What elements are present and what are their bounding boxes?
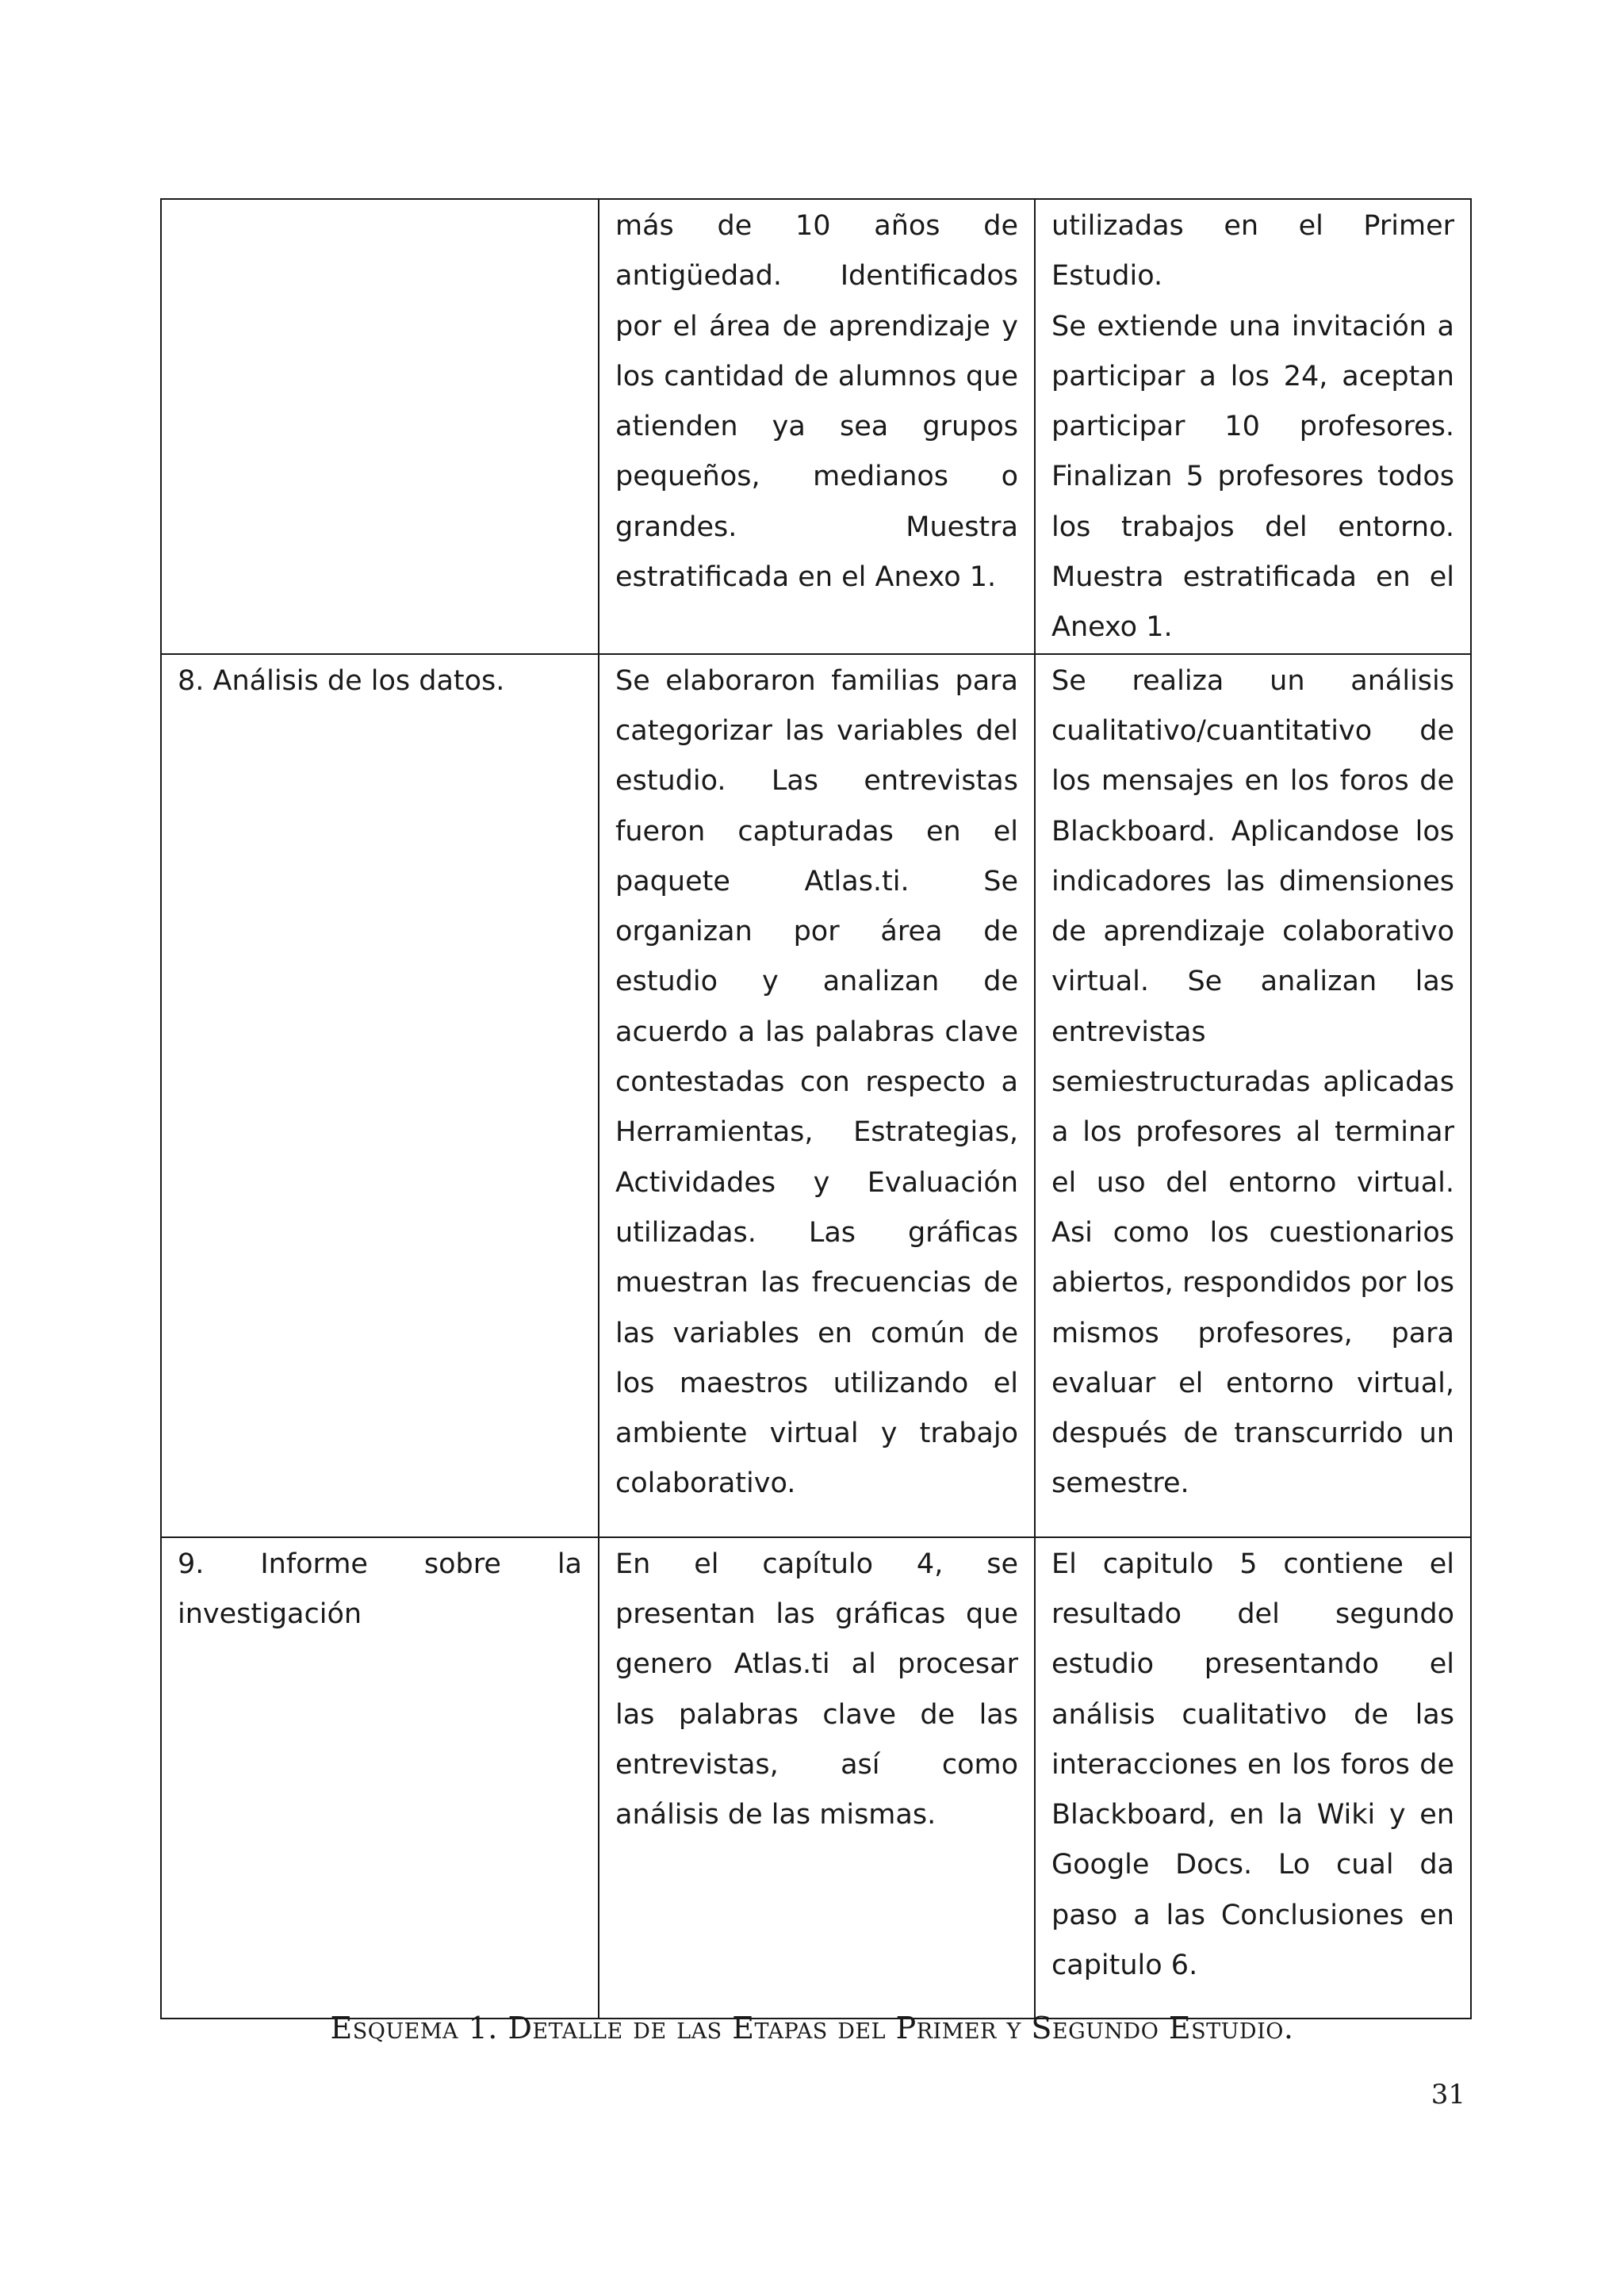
page-number: 31 [1431, 2079, 1465, 2110]
first-study-cell [599, 199, 1035, 654]
first-study-text: Se elaboraron familias para categorizar las variables del estudio. Las entrevistas fueron capturadas en el paquete Atlas.ti. Se organizan por área de estudio y analizan de acuerdo a las palabras clave contestadas con respecto a Herramientas, Estrategias, Actividades y Evaluación utilizadas. Las gráficas muestran las frecuencias de las variables en común de los maestros utilizando el ambiente virtual y trabajo colaborativo. [615, 664, 1018, 1500]
stage-cell [161, 199, 599, 654]
second-study-text: El capitulo 5 contiene el resultado del segundo estudio presentando el análisis cualitativo de las interacciones en los foros de Blackboard, en la Wiki y en Google Docs. Lo cual da paso a las Conclusiones en capitulo 6. [1051, 1548, 1454, 1982]
second-study-cell [1035, 1537, 1471, 2019]
first-study-cell [599, 1537, 1035, 2019]
table-row [161, 654, 1471, 1537]
table-row [161, 1537, 1471, 2019]
second-study-text: Se realiza un análisis cualitativo/cuantitativo de los mensajes en los foros de Blackboard. Aplicandose los indicadores las dimensiones de aprendizaje colaborativo virtual. Se analizan las entrevistas semiestructuradas aplicadas a los profesores al terminar el uso del entorno virtual. Asi como los cuestionarios abiertos, respondidos por los mismos profesores, para evaluar el entorno virtual, después de transcurrido un semestre. [1051, 664, 1454, 1500]
table-row [161, 199, 1471, 654]
first-study-cell [599, 654, 1035, 1537]
stages-table [160, 198, 1472, 2019]
stage-text: 9. Informe sobre la investigación [178, 1548, 582, 1630]
table-caption: Esquema 1. Detalle de las Etapas del Primer y Segundo Estudio. [330, 2011, 1294, 2045]
second-study-text: utilizadas en el Primer Estudio. Se extiende una invitación a participar a los 24, aceptan participar 10 profesores. Finalizan 5 profesores todos los trabajos del entorno. Muestra estratificada en el Anexo 1. [1051, 210, 1454, 644]
first-study-text: más de 10 años de antigüedad. Identificados por el área de aprendizaje y los cantidad de alumnos que atienden ya sea grupos pequeños, medianos o grandes. Muestra estratificada en el Anexo 1. [615, 210, 1018, 594]
stage-cell [161, 1537, 599, 2019]
stage-text: 8. Análisis de los datos. [178, 664, 505, 697]
stage-cell [161, 654, 599, 1537]
second-study-cell [1035, 199, 1471, 654]
second-study-cell [1035, 654, 1471, 1537]
first-study-text: En el capítulo 4, se presentan las gráficas que genero Atlas.ti al procesar las palabras clave de las entrevistas, así como análisis de las mismas. [615, 1548, 1018, 1831]
